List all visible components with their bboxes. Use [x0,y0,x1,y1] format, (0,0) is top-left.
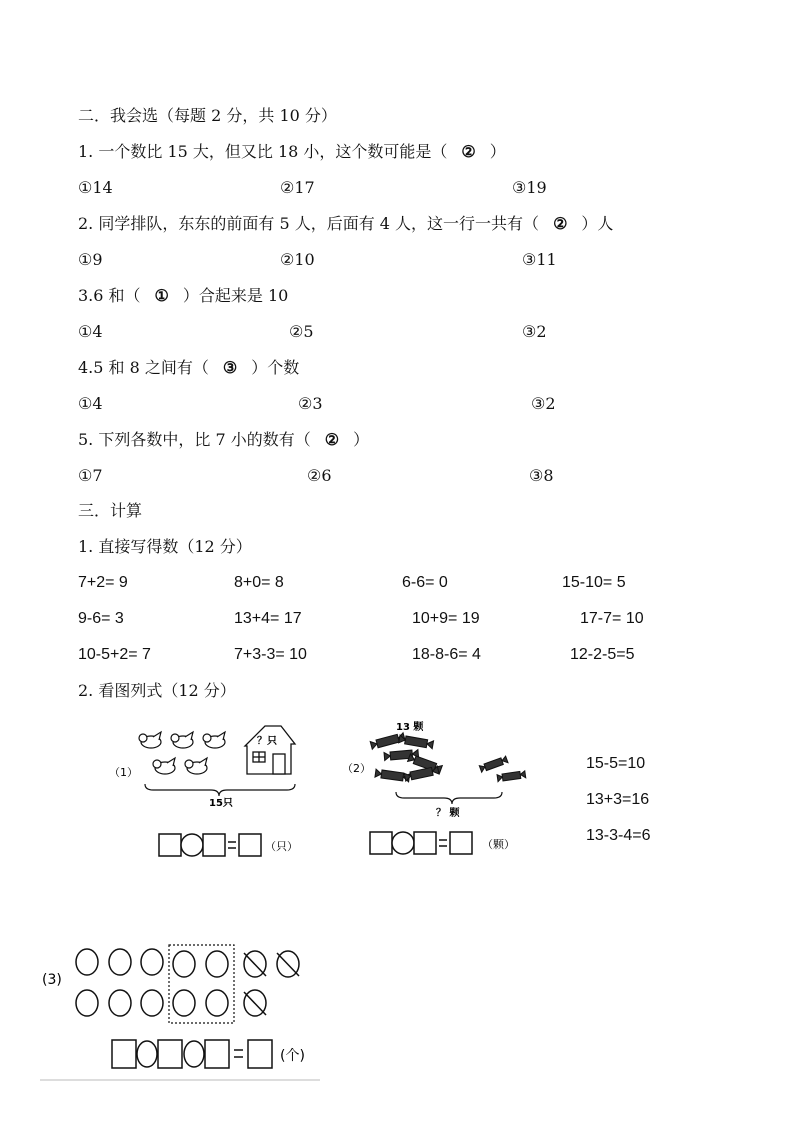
option-1[interactable]: ①4 [78,394,103,413]
figure3-label: (3) [42,972,62,988]
option-3[interactable]: ③11 [522,250,557,269]
section2-heading: 二．我会选（每题 2 分，共 10 分） [78,106,337,125]
figure1-bottom-label: 15只 [209,798,233,809]
equation-boxes [159,834,261,856]
option-2[interactable]: ②5 [289,322,314,341]
figure-1 [105,718,305,868]
question-text: 4.5 和 8 之间有（ [78,358,209,377]
calc-item: 10-5+2= 7 [78,646,151,663]
calc-item: 7+2= 9 [78,574,128,591]
option-2[interactable]: ②3 [298,394,323,413]
figure1-unit: （只） [265,840,298,853]
figure2-top-label: 13 颗 [396,722,424,733]
option-2[interactable]: ②17 [280,178,315,197]
option-2[interactable]: ②10 [280,250,315,269]
figure2-label: （2） [342,762,371,775]
brace [396,792,502,804]
brace [145,784,295,796]
answer-mark: ② [461,142,476,161]
house-icon [245,726,295,774]
option-1[interactable]: ①7 [78,466,103,485]
calc-item: 17-7= 10 [580,610,644,627]
question-text: 2. 同学排队，东东的前面有 5 人，后面有 4 人，这一行一共有（ [78,214,540,233]
figure2-bottom-label: ？ 颗 [436,808,460,819]
answer-2: 13+3=16 [586,791,650,808]
figure2-unit: （颗） [482,838,515,851]
section3-heading: 三．计算 [78,501,143,520]
question-suffix: ）人 [581,214,614,233]
figure3-unit: (个) [280,1048,305,1064]
calc-item: 7+3-3= 10 [234,646,307,663]
question-4 [78,358,299,378]
option-2[interactable]: ②6 [307,466,332,485]
question-suffix: ） [489,142,506,161]
answer-1: 15-5=10 [586,755,646,772]
option-3[interactable]: ③8 [529,466,554,485]
equation-boxes [370,832,472,854]
calc-item: 13+4= 17 [234,610,302,627]
answer-mark: ① [154,286,169,305]
calc-item: 18-8-6= 4 [412,646,481,663]
answer-3: 13-3-4=6 [586,827,651,844]
calc-item: 12-2-5=5 [570,646,635,663]
question-5 [78,430,369,450]
question-text: 3.6 和（ [78,286,141,305]
figure-3 [38,940,328,1082]
calc-item: 9-6= 3 [78,610,124,627]
candy-icons [370,733,526,782]
figure1-top-label: ？只 [257,736,277,747]
equation-boxes [112,1040,272,1068]
calc-item: 6-6= 0 [402,574,448,591]
calc-item: 10+9= 19 [412,610,480,627]
circle-group [76,945,299,1023]
question-suffix: ）个数 [251,358,300,377]
option-3[interactable]: ③2 [522,322,547,341]
figure-2 [336,712,536,868]
question-text: 5. 下列各数中，比 7 小的数有（ [78,430,311,449]
question-2 [78,214,613,234]
option-3[interactable]: ③2 [531,394,556,413]
bird-icons [139,732,225,774]
answer-mark: ② [324,430,340,449]
picture-subtitle: 2. 看图列式（12 分） [78,681,236,700]
question-text: 1. 一个数比 15 大，但又比 18 小，这个数可能是（ [78,142,448,161]
question-suffix: ） [353,430,370,449]
option-1[interactable]: ①9 [78,250,103,269]
question-suffix: ）合起来是 10 [182,286,289,305]
calc-subtitle: 1. 直接写得数（12 分） [78,537,252,556]
answer-mark: ③ [222,358,238,377]
question-3 [78,286,288,306]
answer-mark: ② [553,214,568,233]
calc-item: 15-10= 5 [562,574,626,591]
figure1-label: （1） [109,766,138,779]
question-1 [78,142,506,162]
option-1[interactable]: ①14 [78,178,113,197]
option-1[interactable]: ①4 [78,322,103,341]
calc-item: 8+0= 8 [234,574,284,591]
option-3[interactable]: ③19 [512,178,547,197]
